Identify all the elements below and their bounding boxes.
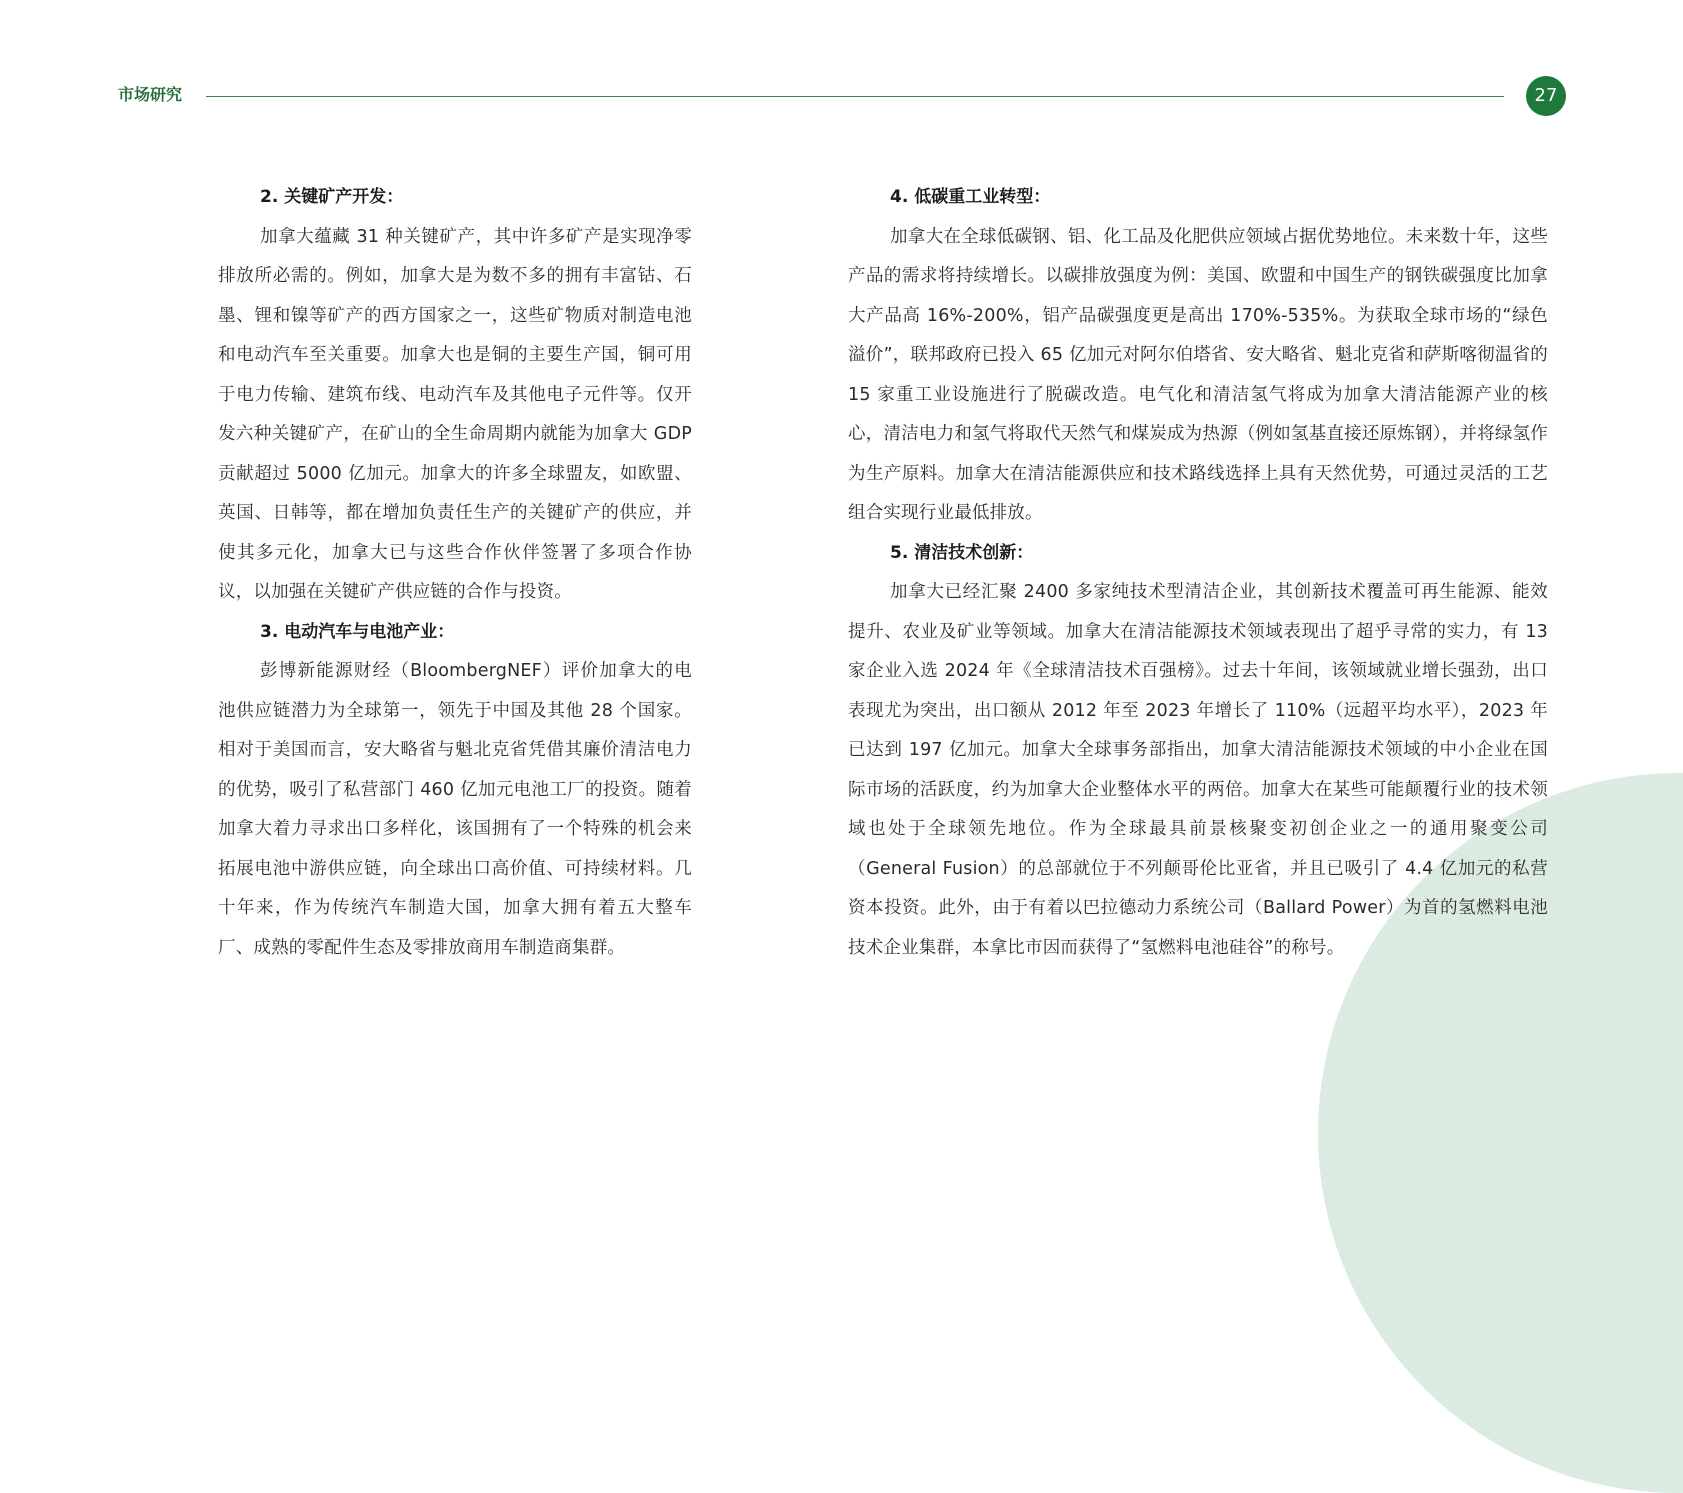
section-label: 市场研究 [118,85,183,104]
paragraph-critical-minerals: 加拿大蕴藏 31 种关键矿产，其中许多矿产是实现净零排放所必需的。例如，加拿大是为数不多的拥有丰富钴、石墨、锂和镍等矿产的西方国家之一，这些矿物质对制造电池和电动汽车至关重要。加拿大也是铜的主要生产国，铜可用于电力传输、建筑布线、电动汽车及其他电子元件等。仅开发六种关键矿产，在矿山的全生命周期内就能为加拿大 GDP 贡献超过 5000 亿加元。加拿大的许多全球盟友，如欧盟、英国、日韩等，都在增加负责任生产的关键矿产的供应，并使其多元化，加拿大已与这些合作伙伴签署了多项合作协议，以加强在关键矿产供应链的合作与投资。 [218,226,692,602]
header-divider [206,96,1504,97]
paragraph-ev-battery: 彭博新能源财经（BloombergNEF）评价加拿大的电池供应链潜力为全球第一，领先于中国及其他 28 个国家。相对于美国而言，安大略省与魁北克省凭借其廉价清洁电力的优势，吸引了私营部门 460 亿加元电池工厂的投资。随着加拿大着力寻求出口多样化，该国拥有了一个特殊的机会来拓展电池中游供应链，向全球出口高价值、可持续材料。几十年来，作为传统汽车制造大国，加拿大拥有着五大整车厂、成熟的零配件生态及零排放商用车制造商集群。 [218,661,692,958]
section-heading-cleantech: 5. 清洁技术创新： [890,542,1034,563]
section-heading-heavy-industry: 4. 低碳重工业转型： [890,187,1051,207]
section-heading-critical-minerals: 2. 关键矿产开发： [260,187,404,207]
left-column [218,178,692,968]
right-column [848,178,1548,968]
section-heading-ev-battery: 3. 电动汽车与电池产业： [260,621,455,642]
page-number-badge: 27 [1526,76,1566,116]
paragraph-heavy-industry: 加拿大在全球低碳钢、铝、化工品及化肥供应领域占据优势地位。未来数十年，这些产品的需求将持续增长。以碳排放强度为例：美国、欧盟和中国生产的钢铁碳强度比加拿大产品高 16%-200%，铝产品碳强度更是高出 170%-535%。为获取全球市场的“绿色溢价”，联邦政府已投入 65 亿加元对阿尔伯塔省、安大略省、魁北克省和萨斯喀彻温省的 15 家重工业设施进行了脱碳改造。电气化和清洁氢气将成为加拿大清洁能源产业的核心，清洁电力和氢气将取代天然气和煤炭成为热源（例如氢基直接还原炼钢），并将绿氢作为生产原料。加拿大在清洁能源供应和技术路线选择上具有天然优势，可通过灵活的工艺组合实现行业最低排放。 [848,226,1548,523]
paragraph-cleantech: 加拿大已经汇聚 2400 多家纯技术型清洁企业，其创新技术覆盖可再生能源、能效提升、农业及矿业等领域。加拿大在清洁能源技术领域表现出了超乎寻常的实力，有 13 家企业入选 2024 年《全球清洁技术百强榜》。过去十年间，该领域就业增长强劲，出口表现尤为突出，出口额从 2012 年至 2023 年增长了 110%（远超平均水平），2023 年已达到 197 亿加元。加拿大全球事务部指出，加拿大清洁能源技术领域的中小企业在国际市场的活跃度，约为加拿大企业整体水平的两倍。加拿大在某些可能颠覆行业的技术领域也处于全球领先地位。作为全球最具前景核聚变初创企业之一的通用聚变公司（General Fusion）的总部就位于不列颠哥伦比亚省，并且已吸引了 4.4 亿加元的私营资本投资。此外，由于有着以巴拉德动力系统公司（Ballard Power）为首的氢燃料电池技术企业集群，本拿比市因而获得了“氢燃料电池硅谷”的称号。 [848,582,1548,958]
